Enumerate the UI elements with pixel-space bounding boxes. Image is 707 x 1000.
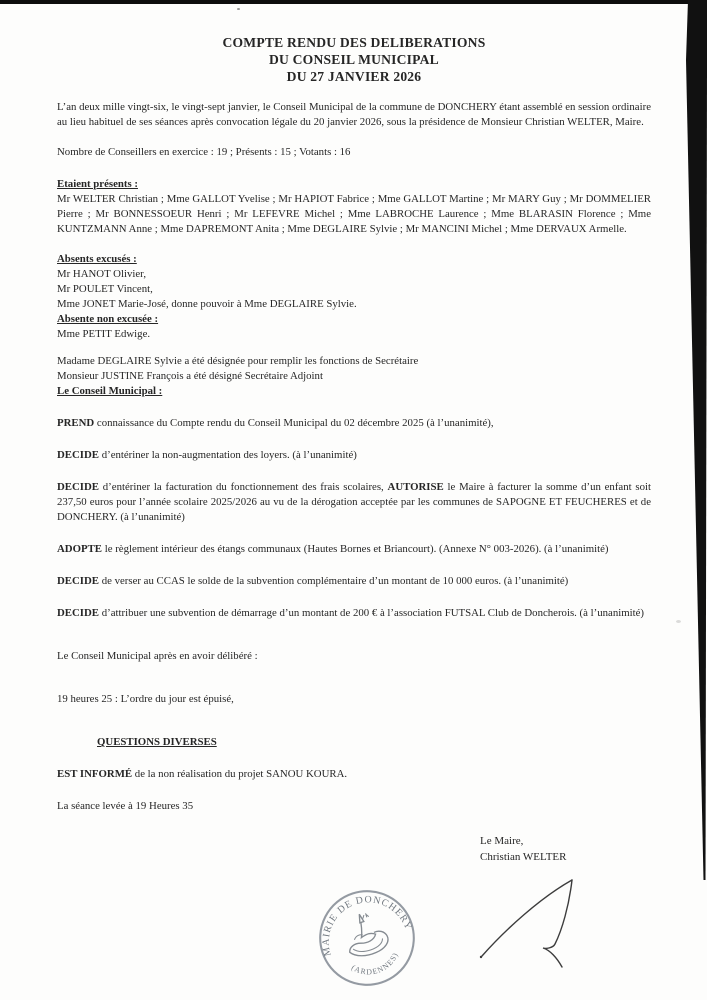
title-line-2: DU CONSEIL MUNICIPAL [269,52,439,67]
deliberation-verb: DECIDE [57,481,99,493]
councillor-counts: Nombre de Conseillers en exercice : 19 ; Présents : 15 ; Votants : 16 [57,146,351,158]
deliberation-verb: DECIDE [57,449,99,461]
deliberation-prend [57,416,651,431]
absent-excused-2: Mr POULET Vincent, [57,283,153,295]
deliberation-frais-scolaires [57,480,651,525]
council-heading: Le Conseil Municipal : [57,385,163,397]
deliberation-etangs [57,542,651,557]
secretary-line-2: Monsieur JUSTINE François a été désigné Secrétaire Adjoint [57,370,323,382]
deliberation-verb: ADOPTE [57,543,102,555]
deliberation-text: connaissance du Compte rendu du Conseil Municipal du 02 décembre 2025 (à l’unanimité), [96,417,494,429]
deliberation-text: le règlement intérieur des étangs communaux (Hautes Bornes et Briancourt). (Annexe N° 003-2026). (à l’unanimité) [104,543,609,555]
title-line-3: DU 27 JANVIER 2026 [286,69,422,84]
absent-excused-1: Mr HANOT Olivier, [57,268,147,280]
document-body [57,34,651,814]
closing-line: Le Conseil Municipal après en avoir délibéré : [57,650,258,662]
scan-speck [676,620,681,623]
deliberation-ccas [57,574,651,589]
absent-excused-3: Mme JONET Marie-José, donne pouvoir à Mme DEGLAIRE Sylvie. [57,298,357,310]
secretary-line-1: Madame DEGLAIRE Sylvie a été désignée pour remplir les fonctions de Secrétaire [57,355,419,367]
signature-block [480,833,566,865]
deliberation-text: d’attribuer une subvention de démarrage d’un montant de 200 € à l’association FUTSAL Club de Doncherois. (à l’unanimité) [101,607,645,619]
questions-diverses-heading: QUESTIONS DIVERSES [97,736,217,748]
present-heading: Etaient présents : [57,178,138,190]
deliberation-futsal [57,606,651,621]
deliberation-verb: PREND [57,417,95,429]
intro-paragraph: L’an deux mille vingt-six, le vingt-sept janvier, le Conseil Municipal de la commune de DONCHERY étant assemblé en session ordinaire au lieu habituel de ses séances après convocation légale du 20 janvier 2026, sous la présidence de Monsieur Christian WELTER, Maire. [57,101,651,128]
absent-not-excused: Mme PETIT Edwige. [57,328,151,340]
informed-text: de la non réalisation du projet SANOU KOURA. [134,768,348,780]
municipal-stamp [301,872,432,1000]
stamp-top-text: MAIRIE DE DONCHERY [320,894,414,958]
scan-speck [237,8,240,10]
scan-edge-top [0,0,707,4]
deliberation-verb: DECIDE [57,607,99,619]
absent-excused-heading: Absents excusés : [57,253,137,265]
adjourned-line: La séance levée à 19 Heures 35 [57,800,194,812]
deliberation-loyers [57,448,651,463]
document-title [57,34,651,85]
informed-line [57,767,651,782]
deliberation-text: de verser au CCAS le solde de la subvention complémentaire d’un montant de 10 000 euros. (à l’unanimité) [101,575,569,587]
title-line-1: COMPTE RENDU DES DELIBERATIONS [222,35,486,50]
stamp-bottom-text: (ARDENNES) [349,950,401,977]
signature-title: Le Maire, [480,835,524,847]
informed-verb: EST INFORMÉ [57,768,133,780]
stamp-coat-of-arms [340,908,392,960]
deliberation-text: d’entériner la non-augmentation des loyers. (à l’unanimité) [101,449,357,461]
signature-name: Christian WELTER [480,851,567,863]
present-list: Mr WELTER Christian ; Mme GALLOT Yvelise ; Mr HAPIOT Fabrice ; Mme GALLOT Martine ; Mr MARY Guy ; Mr DOMMELIER Pierre ; Mr BONNESSOEUR Henri ; Mr LEFEVRE Michel ; Mme LABROCHE Laurence ; Mme BLARASIN Florence ; Mme KUNTZMANN Anne ; Mme DAPREMONT Anita ; Mme DEGLAIRE Sylvie ; Mr MANCINI Michel ; Mme DERVAUX Armelle. [57,193,651,235]
absent-not-excused-heading: Absente non excusée : [57,313,159,325]
agenda-done-line: 19 heures 25 : L’ordre du jour est épuisé, [57,693,234,705]
deliberation-verb-2: AUTORISE [387,481,444,493]
deliberation-verb: DECIDE [57,575,99,587]
handwritten-signature [470,868,600,983]
deliberation-text-2: le Maire à facturer la somme d’un enfant soit 237,50 euros pour l’année scolaire 2025/2026 au vu de la dérogation acceptée par les communes de SAPOGNE ET FEUCHERES et de DONCHERY. (à l’unanimité) [57,481,651,523]
deliberation-text: d’entériner la facturation du fonctionnement des frais scolaires, [102,481,384,493]
